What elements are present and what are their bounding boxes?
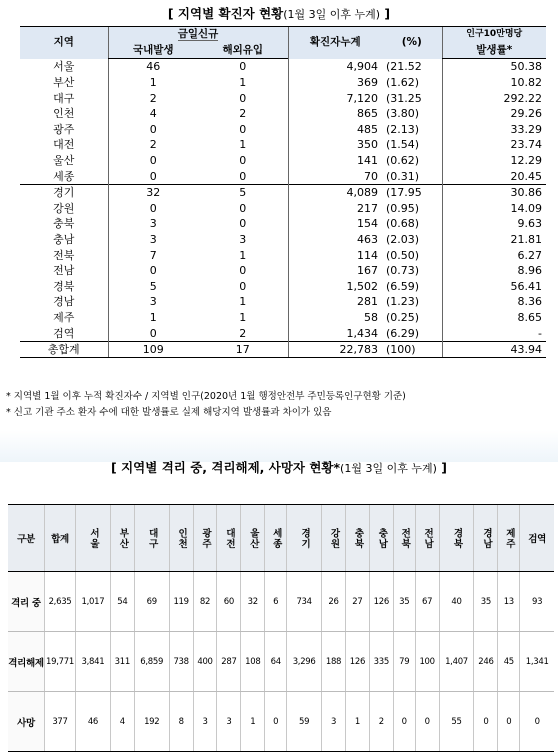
cell-domestic: 0 bbox=[108, 153, 198, 169]
table-row bbox=[8, 572, 554, 632]
cell-domestic: 32 bbox=[108, 184, 198, 200]
cell-rate: 10.82 bbox=[442, 75, 546, 91]
header-today-new bbox=[108, 27, 288, 43]
cell-domestic: 0 bbox=[108, 325, 198, 341]
cell-domestic: 46 bbox=[108, 59, 198, 75]
cell-value: 54 bbox=[110, 572, 134, 632]
table-row bbox=[20, 59, 546, 75]
cell-value: 0 bbox=[265, 692, 287, 752]
cell-value: 3 bbox=[217, 692, 241, 752]
cell-cumulative: 114 bbox=[288, 247, 382, 263]
header-percent: (%) bbox=[382, 27, 442, 59]
cell-region: 경북 bbox=[53, 279, 75, 293]
cell-percent: (1.54) bbox=[386, 138, 420, 152]
cell-cumulative: 7,120 bbox=[288, 90, 382, 106]
cell-overseas: 1 bbox=[239, 310, 247, 324]
cell-value: 26 bbox=[322, 572, 346, 632]
cell-region: 총합계 bbox=[20, 341, 108, 358]
table-row bbox=[8, 692, 554, 752]
table2-title bbox=[0, 458, 558, 476]
cell-value: 69 bbox=[134, 572, 169, 632]
cell-rate: 9.63 bbox=[442, 216, 546, 232]
cell-overseas: 0 bbox=[239, 169, 247, 183]
cell-rate: 6.27 bbox=[442, 247, 546, 263]
cell-value: 734 bbox=[287, 572, 322, 632]
cell-value: 0 bbox=[520, 692, 554, 752]
cell-percent: (2.13) bbox=[386, 122, 420, 136]
total-row bbox=[20, 341, 546, 358]
cell-total: 19,771 bbox=[45, 632, 76, 692]
header-region: 인천 bbox=[169, 505, 193, 572]
table-row bbox=[20, 90, 546, 106]
cell-rate: 21.81 bbox=[442, 232, 546, 248]
cell-region: 검역 bbox=[53, 326, 75, 340]
cell-percent: (17.95 bbox=[382, 184, 442, 200]
cell-value: 1,341 bbox=[520, 632, 554, 692]
header-overseas: 해외유입 bbox=[198, 43, 288, 59]
row-label: 격리 중 bbox=[8, 572, 45, 632]
table-row bbox=[20, 184, 546, 200]
cell-domestic: 1 bbox=[108, 310, 198, 326]
cell-value: 2 bbox=[369, 692, 393, 752]
table-row bbox=[20, 325, 546, 341]
cell-rate: 12.29 bbox=[442, 153, 546, 169]
header-region: 강원 bbox=[322, 505, 346, 572]
cell-percent: (0.25) bbox=[386, 310, 420, 324]
cell-percent: (6.59) bbox=[386, 279, 420, 293]
cell-value: 64 bbox=[265, 632, 287, 692]
cell-value: 60 bbox=[217, 572, 241, 632]
table-row bbox=[8, 632, 554, 692]
cell-cumulative: 217 bbox=[288, 201, 382, 217]
cell-overseas: 2 bbox=[239, 107, 247, 121]
header-region: 전북 bbox=[393, 505, 415, 572]
cell-domestic: 109 bbox=[108, 341, 198, 358]
cell-domestic: 5 bbox=[108, 279, 198, 295]
cell-overseas: 0 bbox=[239, 264, 247, 278]
cell-overseas: 0 bbox=[239, 279, 247, 293]
cell-value: 6,859 bbox=[134, 632, 169, 692]
cell-overseas: 0 bbox=[239, 154, 247, 168]
header-per100k-top: 인구10만명당 bbox=[442, 27, 546, 43]
cell-value: 100 bbox=[415, 632, 439, 692]
cell-region: 강원 bbox=[53, 201, 75, 215]
header-region: 경기 bbox=[287, 505, 322, 572]
cell-cumulative: 463 bbox=[288, 232, 382, 248]
cell-value: 3,841 bbox=[76, 632, 111, 692]
table1-title-end: ] bbox=[380, 6, 391, 21]
cell-value: 3,296 bbox=[287, 632, 322, 692]
cell-percent: (0.73) bbox=[386, 264, 420, 278]
table-row bbox=[20, 247, 546, 263]
cell-cumulative: 58 bbox=[288, 310, 382, 326]
table-row bbox=[20, 106, 546, 122]
header-region: 검역 bbox=[520, 505, 554, 572]
cell-overseas: 0 bbox=[239, 91, 247, 105]
cell-value: 4 bbox=[110, 692, 134, 752]
cell-cumulative: 22,783 bbox=[288, 341, 382, 358]
cell-value: 335 bbox=[369, 632, 393, 692]
cell-rate: 20.45 bbox=[442, 168, 546, 184]
cell-value: 400 bbox=[193, 632, 217, 692]
cell-region: 대전 bbox=[53, 138, 75, 152]
cell-domestic: 1 bbox=[108, 75, 198, 91]
cell-rate: 8.65 bbox=[442, 310, 546, 326]
cell-value: 46 bbox=[76, 692, 111, 752]
cell-domestic: 7 bbox=[108, 247, 198, 263]
cell-cumulative: 350 bbox=[288, 137, 382, 153]
cell-value: 1 bbox=[241, 692, 265, 752]
cell-value: 1,017 bbox=[76, 572, 111, 632]
cell-rate: 43.94 bbox=[442, 341, 546, 358]
cell-percent: (6.29) bbox=[386, 326, 420, 340]
cell-percent: (0.68) bbox=[386, 217, 420, 231]
cell-total: 2,635 bbox=[45, 572, 76, 632]
table-row bbox=[20, 168, 546, 184]
cell-value: 1,407 bbox=[439, 632, 474, 692]
cell-value: 0 bbox=[393, 692, 415, 752]
row-label: 사망 bbox=[8, 692, 45, 752]
table1-title bbox=[0, 4, 558, 22]
cell-cumulative: 865 bbox=[288, 106, 382, 122]
isolation-status-table bbox=[8, 504, 554, 752]
cell-value: 0 bbox=[415, 692, 439, 752]
cell-percent: (31.25 bbox=[386, 91, 422, 105]
table-row bbox=[20, 153, 546, 169]
cell-percent: (1.62) bbox=[386, 76, 420, 90]
header-region: 지역 bbox=[20, 27, 108, 59]
cell-value: 35 bbox=[474, 572, 498, 632]
cell-cumulative: 485 bbox=[288, 122, 382, 138]
cell-value: 67 bbox=[415, 572, 439, 632]
cell-cumulative: 1,502 bbox=[288, 279, 382, 295]
cell-total: 377 bbox=[45, 692, 76, 752]
cell-value: 59 bbox=[287, 692, 322, 752]
cell-domestic: 0 bbox=[108, 168, 198, 184]
isolation-status-body bbox=[8, 572, 554, 752]
header-region: 충남 bbox=[369, 505, 393, 572]
table2-title-text: [ 지역별 격리 중, 격리해제, 사망자 현황* bbox=[111, 460, 341, 475]
header-category: 구분 bbox=[8, 505, 45, 572]
cell-overseas: 5 bbox=[198, 184, 288, 200]
isolation-header-row bbox=[8, 505, 554, 572]
cell-rate: 29.26 bbox=[442, 106, 546, 122]
header-region: 세종 bbox=[265, 505, 287, 572]
cell-region: 서울 bbox=[53, 60, 75, 74]
cell-value: 93 bbox=[520, 572, 554, 632]
cell-overseas: 17 bbox=[198, 341, 288, 358]
cell-region: 충북 bbox=[53, 217, 75, 231]
cell-overseas: 1 bbox=[239, 76, 247, 90]
cell-cumulative: 4,904 bbox=[288, 59, 382, 75]
header-today-new-label: 금일신규 bbox=[177, 28, 219, 41]
cell-percent: (0.95) bbox=[386, 201, 420, 215]
header-per100k: 발생률* bbox=[442, 43, 546, 59]
cell-value: 13 bbox=[498, 572, 520, 632]
cell-value: 287 bbox=[217, 632, 241, 692]
cell-cumulative: 167 bbox=[288, 263, 382, 279]
confirmed-cases-table bbox=[20, 26, 546, 358]
header-region: 제주 bbox=[498, 505, 520, 572]
cell-value: 32 bbox=[241, 572, 265, 632]
cell-domestic: 3 bbox=[108, 232, 198, 248]
cell-rate: 23.74 bbox=[442, 137, 546, 153]
cell-region: 세종 bbox=[53, 169, 75, 183]
table-row bbox=[20, 75, 546, 91]
header-region: 경북 bbox=[439, 505, 474, 572]
cell-rate: 30.86 bbox=[442, 184, 546, 200]
table-row bbox=[20, 122, 546, 138]
cell-region: 경기 bbox=[20, 184, 108, 200]
cell-value: 82 bbox=[193, 572, 217, 632]
cell-domestic: 4 bbox=[108, 106, 198, 122]
table-row bbox=[20, 201, 546, 217]
cell-region: 울산 bbox=[53, 154, 75, 168]
row-label: 격리해제 bbox=[8, 632, 45, 692]
cell-region: 경남 bbox=[53, 295, 75, 309]
cell-percent: (21.52 bbox=[386, 60, 422, 74]
header-region: 울산 bbox=[241, 505, 265, 572]
cell-cumulative: 154 bbox=[288, 216, 382, 232]
header-cumulative: 확진자누계 bbox=[288, 27, 382, 59]
cell-percent: (0.50) bbox=[386, 248, 420, 262]
cell-rate: 8.96 bbox=[442, 263, 546, 279]
cell-domestic: 2 bbox=[108, 137, 198, 153]
cell-value: 188 bbox=[322, 632, 346, 692]
header-region: 대구 bbox=[134, 505, 169, 572]
cell-region: 전남 bbox=[53, 264, 75, 278]
table1-title-text: [ 지역별 확진자 현황 bbox=[167, 6, 284, 21]
cell-region: 인천 bbox=[53, 107, 75, 121]
cell-rate: - bbox=[442, 325, 546, 341]
cell-region: 충남 bbox=[53, 233, 75, 247]
cell-region: 광주 bbox=[53, 122, 75, 136]
table2-title-end: ] bbox=[436, 460, 447, 475]
cell-overseas: 1 bbox=[239, 295, 247, 309]
header-region: 대전 bbox=[217, 505, 241, 572]
footnote-2: * 신고 기관 주소 환자 수에 대한 발생률로 실제 해당지역 발생률과 차이가 있음 bbox=[6, 407, 332, 418]
cell-region: 대구 bbox=[53, 91, 75, 105]
header-total: 합계 bbox=[45, 505, 76, 572]
cell-value: 0 bbox=[474, 692, 498, 752]
cell-percent: (1.23) bbox=[386, 295, 420, 309]
cell-value: 192 bbox=[134, 692, 169, 752]
cell-overseas: 1 bbox=[239, 138, 247, 152]
cell-value: 6 bbox=[265, 572, 287, 632]
header-region: 전남 bbox=[415, 505, 439, 572]
cell-overseas: 3 bbox=[239, 233, 247, 247]
cell-domestic: 3 bbox=[108, 216, 198, 232]
header-domestic: 국내발생 bbox=[108, 43, 198, 59]
cell-rate: 56.41 bbox=[442, 279, 546, 295]
table-row bbox=[20, 216, 546, 232]
cell-value: 311 bbox=[110, 632, 134, 692]
cell-cumulative: 141 bbox=[288, 153, 382, 169]
cell-value: 79 bbox=[393, 632, 415, 692]
cell-value: 3 bbox=[322, 692, 346, 752]
cell-percent: (100) bbox=[382, 341, 442, 358]
cell-percent: (3.80) bbox=[386, 107, 420, 121]
cell-percent: (0.31) bbox=[386, 169, 420, 183]
cell-value: 0 bbox=[498, 692, 520, 752]
cell-value: 738 bbox=[169, 632, 193, 692]
cell-cumulative: 369 bbox=[288, 75, 382, 91]
confirmed-cases-body bbox=[20, 59, 546, 358]
cell-rate: 292.22 bbox=[442, 90, 546, 106]
cell-value: 55 bbox=[439, 692, 474, 752]
cell-overseas: 0 bbox=[239, 60, 247, 74]
cell-region: 부산 bbox=[53, 76, 75, 90]
cell-domestic: 3 bbox=[108, 294, 198, 310]
cell-value: 45 bbox=[498, 632, 520, 692]
cell-rate: 14.09 bbox=[442, 201, 546, 217]
table-row bbox=[20, 232, 546, 248]
cell-domestic: 0 bbox=[108, 263, 198, 279]
cell-cumulative: 4,089 bbox=[288, 184, 382, 200]
cell-value: 27 bbox=[345, 572, 369, 632]
cell-value: 1 bbox=[345, 692, 369, 752]
cell-value: 126 bbox=[369, 572, 393, 632]
cell-overseas: 0 bbox=[239, 201, 247, 215]
header-region: 서울 bbox=[76, 505, 111, 572]
cell-value: 119 bbox=[169, 572, 193, 632]
cell-domestic: 2 bbox=[108, 90, 198, 106]
cell-overseas: 1 bbox=[239, 248, 247, 262]
table-row bbox=[20, 263, 546, 279]
cell-overseas: 0 bbox=[239, 122, 247, 136]
table-row bbox=[20, 294, 546, 310]
cell-percent: (2.03) bbox=[386, 233, 420, 247]
cell-value: 126 bbox=[345, 632, 369, 692]
header-region: 광주 bbox=[193, 505, 217, 572]
table1-title-sub: (1월 3일 이후 누계) bbox=[283, 8, 381, 21]
footnote-1: * 지역별 1월 이후 누적 확진자수 / 지역별 인구(2020년 1월 행정안전부 주민등록인구현황 기준) bbox=[6, 391, 406, 402]
table2-title-sub: (1월 3일 이후 누계) bbox=[340, 462, 437, 475]
cell-domestic: 0 bbox=[108, 122, 198, 138]
cell-rate: 50.38 bbox=[442, 59, 546, 75]
cell-value: 35 bbox=[393, 572, 415, 632]
table-row bbox=[20, 310, 546, 326]
cell-overseas: 0 bbox=[239, 217, 247, 231]
cell-value: 8 bbox=[169, 692, 193, 752]
cell-region: 제주 bbox=[53, 310, 75, 324]
cell-cumulative: 281 bbox=[288, 294, 382, 310]
cell-value: 246 bbox=[474, 632, 498, 692]
table-row bbox=[20, 279, 546, 295]
cell-overseas: 2 bbox=[239, 326, 247, 340]
cell-value: 108 bbox=[241, 632, 265, 692]
table-row bbox=[20, 137, 546, 153]
header-region: 충북 bbox=[345, 505, 369, 572]
cell-region: 전북 bbox=[53, 248, 75, 262]
cell-cumulative: 1,434 bbox=[288, 325, 382, 341]
cell-value: 3 bbox=[193, 692, 217, 752]
cell-rate: 33.29 bbox=[442, 122, 546, 138]
cell-value: 40 bbox=[439, 572, 474, 632]
cell-percent: (0.62) bbox=[386, 154, 420, 168]
cell-cumulative: 70 bbox=[288, 168, 382, 184]
header-region: 부산 bbox=[110, 505, 134, 572]
cell-rate: 8.36 bbox=[442, 294, 546, 310]
header-region: 경남 bbox=[474, 505, 498, 572]
cell-domestic: 0 bbox=[108, 201, 198, 217]
